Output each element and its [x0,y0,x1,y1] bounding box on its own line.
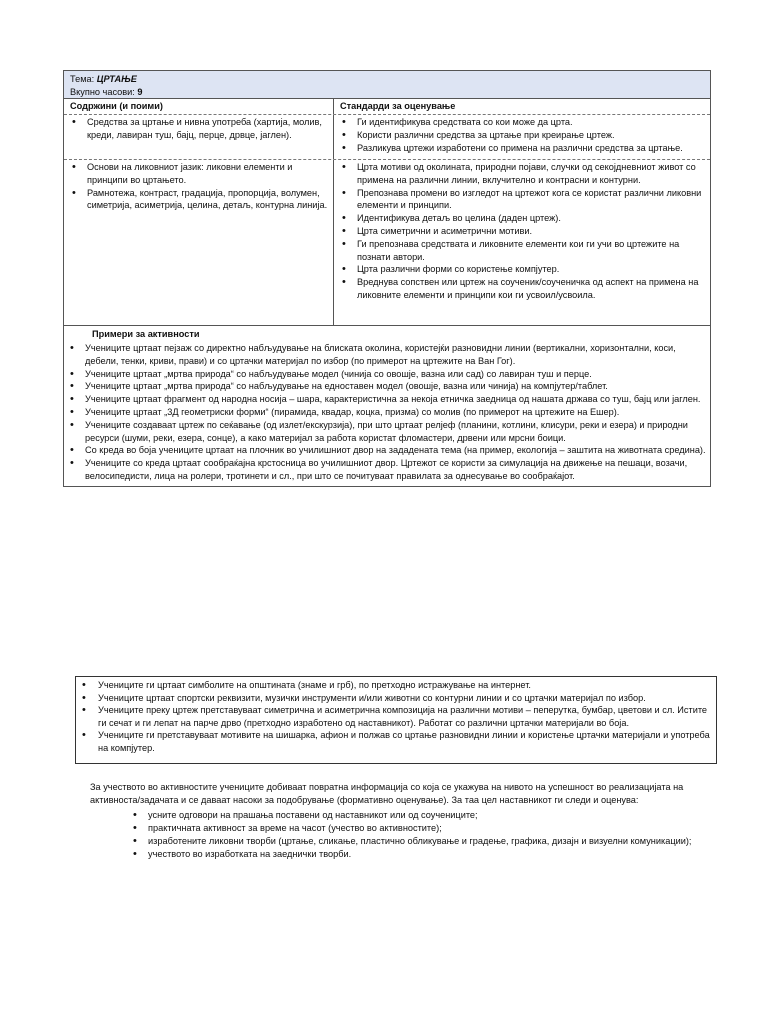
assessment-paragraph [90,781,710,861]
topic-value: ЦРТАЊЕ [96,74,137,84]
hours-label: Вкупно часови: [70,87,138,97]
list-item: • Ги идентификува средствата со кои може да црта. [338,116,708,129]
list-item: • Црта мотиви од околината, природни појави, случки од секојдневниот живот со примена на различни линии, вклучително и контрасни и контурни. [338,161,708,187]
topic-line [70,73,704,86]
list-item: • Учениците цртаат „мртва природа“ со набљудување на едноставен модел (овошје, вазна или чинија) на компјутер/таблет. [66,380,708,393]
list-item: • Учениците цртаат пејзаж со директно набљудување на блиската околина, користејќи разновидни линии (вертикални, хоризонтални, коси, дебели, тенки, криви, прави) и со цртачки материјал по избор (по примерот на цртежите на Ван Гог). [66,342,708,368]
list-item: • Рамнотежа, контраст, градација, пропорција, волумен, симетрија, асиметрија, целина, детаљ, контурна линија. [68,187,331,213]
column-headers [64,99,710,115]
assessment-text: За учеството во активностите учениците добиваат повратна информација со која се укажува на нивото на успешност во реализацијата на активноста/задачата и се даваат насоки за подобрување (формативно оценување). За таа цел наставникот ги следи и оценува: [90,782,684,805]
list-item: • Учениците со креда цртаат сообраќајна крстосница во училишниот двор. Цртежот се користи за симулација на движење на пешаци, возачи, велосипедисти, лица на ролери, тротинети и сл., при што се почитуваат правилата за однесување во сообраќајот. [66,457,708,483]
list-item: • усните одговори на прашања поставени од наставникот или од соучениците; [133,809,710,822]
list-item: • Учениците цртаат спортски реквизити, музички инструменти и/или животни со контурни линии и со цртачки материјал по избор. [78,692,714,705]
activities-list [66,342,708,483]
list-item: • Учениците цртаат „3Д геометриски форми“ (пирамида, квадар, коцка, призма) со молив (по примерот на цртежите на Ешер). [66,406,708,419]
list-item: • изработените ликовни творби (цртање, сликање, пластично обликување и градење, графика, дизајн и визуелни комуникации); [133,835,710,848]
contents-list [66,116,331,142]
list-item: • Учениците создаваат цртеж по сеќавање (од излет/екскурзија), при што цртаат релјеф (планини, котлини, клисури, реки и езера) и природни ресурси (шуми, реки, езера, сонце), а како материјал за работа користат фломастери, дрвени или мрсни боици. [66,419,708,445]
curriculum-table [63,70,711,487]
list-item: • практичната активност за време на часот (учество во активностите); [133,822,710,835]
table-row [64,160,710,326]
continued-activities-box [75,676,717,764]
list-item: • Учениците ги цртаат симболите на општината (знаме и грб), по претходно истражување на интернет. [78,679,714,692]
list-item: • Вреднува сопствен или цртеж на соученик/соученичка од аспект на примена на ликовните елементи и принципи кои ги усвоил/усвоила. [338,276,708,302]
contents-cell [64,115,334,159]
hours-value: 9 [137,87,143,97]
topic-label: Тема: [70,74,97,84]
list-item: • Ги препознава средствата и ликовните елементи кои ги учи во цртежите на познати автори. [338,238,708,264]
list-item: • Идентификува детаљ во целина (даден цртеж). [338,212,708,225]
continued-activities-list [78,679,714,755]
list-item: • Црта различни форми со користење компјутер. [338,263,708,276]
list-item: • Црта симетрични и асиметрични мотиви. [338,225,708,238]
standards-cell [334,160,710,325]
list-item: • Основи на ликовниот јазик: ликовни елементи и принципи во цртањето. [68,161,331,187]
column-header-standards: Стандарди за оценување [340,101,456,111]
contents-cell [64,160,334,325]
assessment-list [133,809,710,861]
table-row [64,115,710,160]
list-item: • Учениците цртаат „мртва природа“ со набљудување модел (чинија со овошје, вазна или сад) со лавиран туш и перце. [66,368,708,381]
standards-list [336,161,708,302]
activities-section [64,326,710,486]
list-item: • Учениците цртаат фрагмент од народна носија – шара, карактеристична за некоја етничка заедница од нашата држава со туш, бајц или јаглен. [66,393,708,406]
standards-list [336,116,708,154]
list-item: • Користи различни средства за цртање при креирање цртеж. [338,129,708,142]
hours-line [70,86,704,99]
list-item: • Средства за цртање и нивна употреба (хартија, молив, креди, лавиран туш, бајц, перце, дрвце, јаглен). [68,116,331,142]
activities-title: Примери за активности [92,329,200,339]
list-item: • Учениците преку цртеж претставуваат симетрична и асиметрична композиција на различни мотиви – пеперутка, бумбар, цветови и сл. Истите ги сечат и ги лепат на парче дрво (претходно изработено од наставникот). Работат со различни цртачки материјали во боја. [78,704,714,729]
list-item: • Разликува цртежи изработени со примена на различни средства за цртање. [338,142,708,155]
contents-list [66,161,331,212]
list-item: • учеството во изработката на заеднички творби. [133,848,710,861]
standards-cell [334,115,710,159]
list-item: • Со креда во боја учениците цртаат на плочник во училишниот двор на зададената тема (на пример, екологија – заштита на животната средина). [66,444,708,457]
list-item: • Препознава промени во изгледот на цртежот кога се користат различни ликовни елементи и принципи. [338,187,708,213]
column-header-contents: Содржини (и поими) [64,99,334,114]
list-item: • Учениците ги претставуваат мотивите на шишарка, афион и полжав со цртање разновидни линии и користење цртачки материјали и употреба на компјутер. [78,729,714,754]
table-header [64,71,710,99]
